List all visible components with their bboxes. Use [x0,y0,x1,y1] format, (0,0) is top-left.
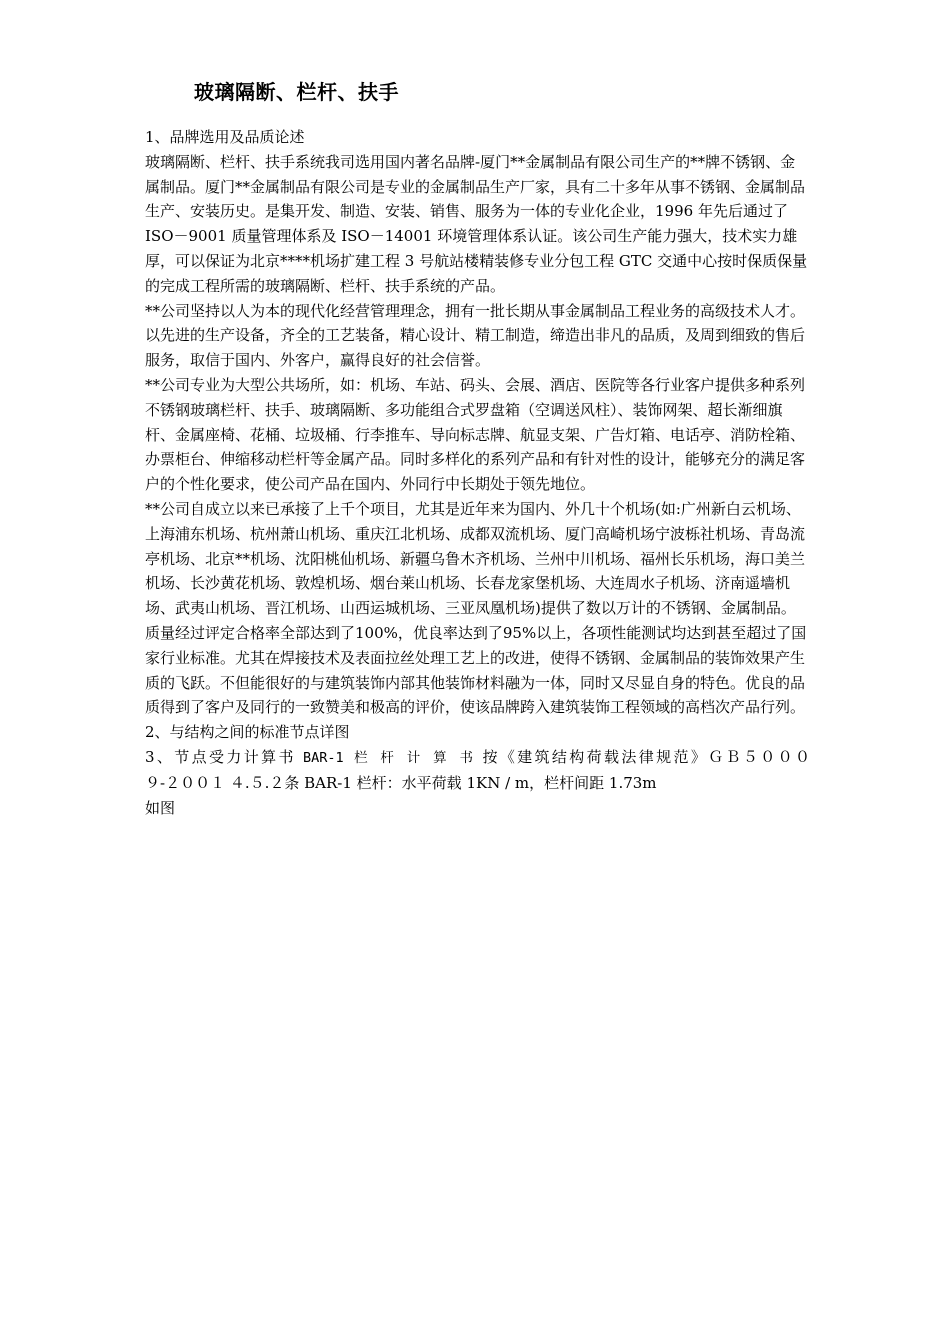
section-3-code-label: BAR-1 栏 杆 计 算 书 [302,749,476,766]
section-3-line-1 [145,745,810,771]
paragraph-products: **公司专业为大型公共场所，如：机场、车站、码头、会展、酒店、医院等各行业客户提供多种系列不锈钢玻璃栏杆、扶手、玻璃隔断、多功能组合式罗盘箱（空调送风柱）、装饰网架、超长渐细旗杆、金属座椅、花桶、垃圾桶、行李推车、导向标志牌、航显支架、广告灯箱、电话亭、消防栓箱、办票柜台、伸缩移动栏杆等金属产品。同时多样化的系列产品和有针对性的设计，能够充分的满足客户的个性化要求，使公司产品在国内、外同行中长期处于领先地位。 [145,375,806,494]
paragraph-brand-intro: 玻璃隔断、栏杆、扶手系统我司选用国内著名品牌-厦门**金属制品有限公司生产的**牌不锈钢、金属制品。厦门**金属制品有限公司是专业的金属制品生产厂家，具有二十多年从事不锈钢、金属制品生产、安装历史。是集开发、制造、安装、销售、服务为一体的专业化企业，1996 年先后通过了 ISO－9001 质量管理体系及 ISO－14001 环境管理体系认证。该公司生产能力强大，技术实力雄厚，可以保证为北京****机场扩建工程 3 号航站楼精装修专业分包工程 GTC 交通中心按时保质保量的完成工程所需的玻璃隔断、栏杆、扶手系统的产品。 [145,152,808,295]
figure-note: 如图 [145,798,176,817]
section-3-standard-reference: 按《建筑结构荷载法律规范》ＧＢ５０００ [475,747,810,766]
paragraph-projects: **公司自成立以来已承接了上千个项目，尤其是近年来为国内、外几十个机场(如:广州新白云机场、上海浦东机场、杭州萧山机场、重庆江北机场、成都双流机场、厦门高崎机场宁波栎社机场、青岛流亭机场、北京**机场、沈阳桃仙机场、新疆乌鲁木齐机场、兰州中川机场、福州长乐机场，海口美兰机场、长沙黄花机场、敦煌机场、烟台莱山机场、长春龙家堡机场、大连周水子机场、济南遥墙机场、武夷山机场、晋江机场、山西运城机场、三亚凤凰机场)提供了数以万计的不锈钢、金属制品。质量经过评定合格率全部达到了100%，优良率达到了95%以上，各项性能测试均达到甚至超过了国家行业标准。尤其在焊接技术及表面拉丝处理工艺上的改进，使得不锈钢、金属制品的装饰效果产生质的飞跃。不但能很好的与建筑装饰内部其他装饰材料融为一体，同时又尽显自身的特色。优良的品质得到了客户及同行的一致赞美和极高的评价，使该品牌跨入建筑装饰工程领域的高档次产品行列。 [145,499,807,717]
section-3-line-2: ９-２００１ ４.５.２条 BAR-1 栏杆：水平荷载 1KN / m，栏杆间距 1.73m [145,773,657,792]
section-3-prefix: 3、节点受力计算书 [145,747,303,766]
section-2-heading: 2、与结构之间的标准节点详图 [145,723,350,742]
section-1-heading: 1、品牌选用及品质论述 [145,128,305,146]
paragraph-management: **公司坚持以人为本的现代化经营管理理念，拥有一批长期从事金属制品工程业务的高级技术人才。以先进的生产设备，齐全的工艺装备，精心设计、精工制造，缔造出非凡的品质，及周到细致的售后服务，取信于国内、外客户，赢得良好的社会信誉。 [145,301,806,370]
document-title: 玻璃隔断、栏杆、扶手 [194,80,399,104]
document-body [145,125,810,820]
